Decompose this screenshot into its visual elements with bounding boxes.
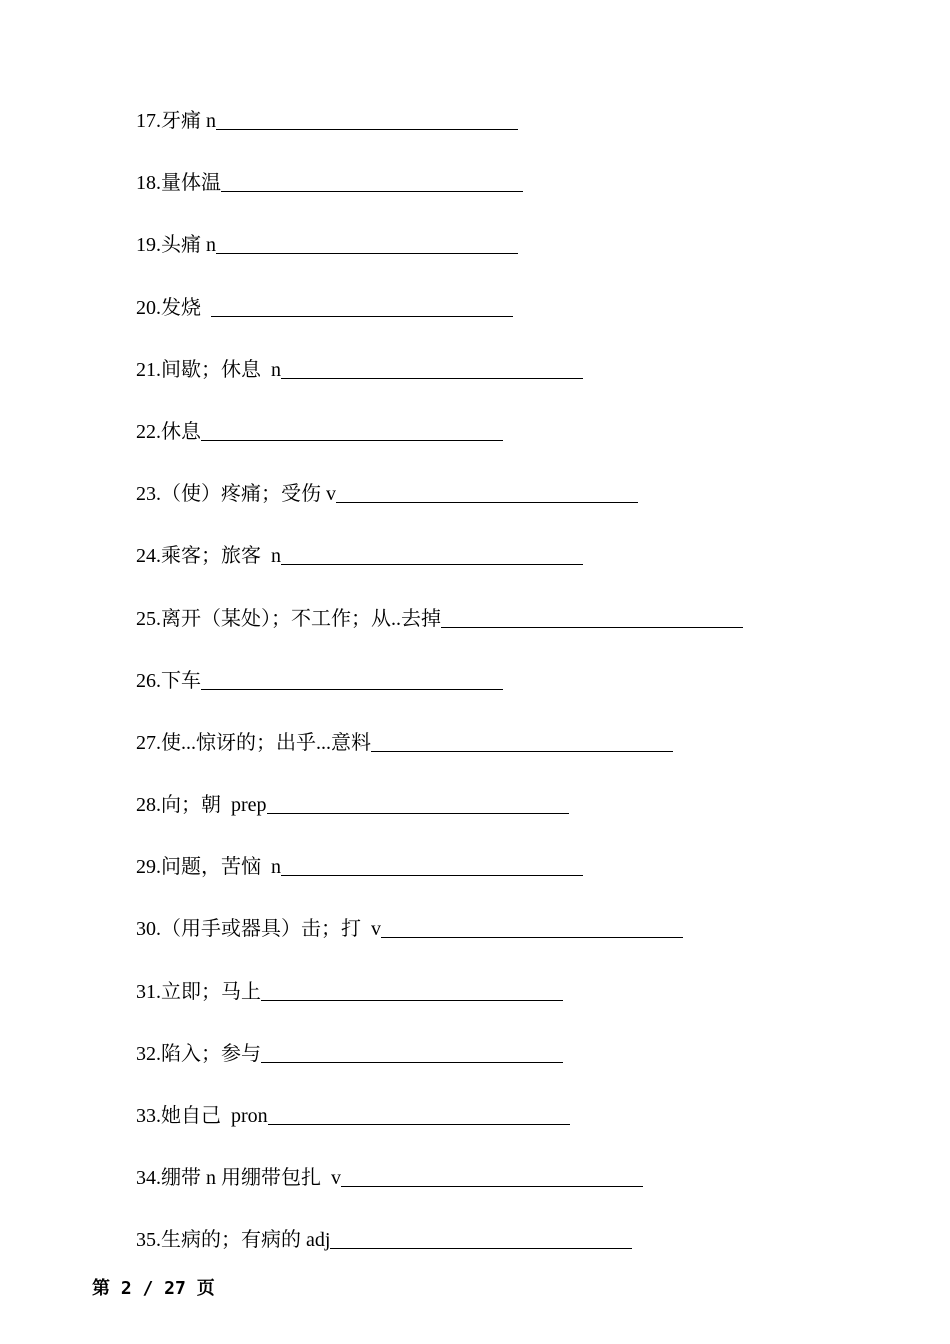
answer-blank[interactable]: [261, 976, 563, 1001]
vocabulary-list: [136, 105, 896, 1287]
list-item: [136, 603, 896, 665]
list-item: [136, 976, 896, 1038]
item-number: 33.: [136, 1105, 161, 1127]
item-number: 18.: [136, 172, 161, 195]
item-prompt: 使...惊讶的；出乎...意料: [161, 731, 371, 754]
answer-blank[interactable]: [330, 1224, 632, 1249]
answer-blank[interactable]: [441, 603, 743, 628]
list-item: [136, 1162, 896, 1224]
answer-blank[interactable]: [281, 354, 583, 379]
item-prompt: 量体温: [161, 172, 221, 195]
item-number: 32.: [136, 1042, 161, 1065]
list-item: [136, 1038, 896, 1100]
item-prompt: 发烧: [161, 296, 211, 319]
answer-blank[interactable]: [216, 229, 518, 254]
item-prompt: 牙痛 n: [161, 110, 216, 132]
item-number: 28.: [136, 794, 161, 817]
item-prompt: 下车: [161, 669, 201, 692]
item-number: 17.: [136, 110, 161, 132]
list-item: [136, 727, 896, 789]
item-number: 29.: [136, 856, 161, 879]
answer-blank[interactable]: [281, 540, 583, 565]
item-prompt: 离开（某处）；不工作；从..去掉: [161, 607, 441, 630]
list-item: [136, 665, 896, 727]
answer-blank[interactable]: [371, 727, 673, 752]
list-item: [136, 789, 896, 851]
item-number: 25.: [136, 607, 161, 630]
answer-blank[interactable]: [216, 105, 518, 130]
item-number: 26.: [136, 669, 161, 692]
list-item: [136, 167, 896, 229]
list-item: [136, 229, 896, 291]
list-item: [136, 105, 896, 167]
item-prompt: 问题，苦恼 n: [161, 856, 281, 879]
item-number: 30.: [136, 918, 161, 941]
answer-blank[interactable]: [267, 789, 569, 814]
list-item: [136, 1224, 896, 1286]
list-item: [136, 292, 896, 354]
item-prompt: 乘客；旅客 n: [161, 545, 281, 568]
item-number: 21.: [136, 358, 161, 381]
item-number: 27.: [136, 731, 161, 754]
list-item: [136, 540, 896, 602]
answer-blank[interactable]: [281, 851, 583, 876]
item-prompt: （用手或器具）击；打 v: [161, 918, 381, 941]
answer-blank[interactable]: [221, 167, 523, 192]
item-prompt: 生病的；有病的 adj: [161, 1229, 331, 1252]
list-item: [136, 478, 896, 540]
item-prompt: 头痛 n: [161, 234, 216, 257]
list-item: [136, 1100, 896, 1162]
answer-blank[interactable]: [381, 913, 683, 938]
page-number-footer: 第 2 / 27 页: [92, 1278, 215, 1299]
item-number: 23.: [136, 483, 161, 506]
item-number: 22.: [136, 420, 161, 443]
answer-blank[interactable]: [261, 1038, 563, 1063]
list-item: [136, 354, 896, 416]
item-number: 31.: [136, 980, 161, 1003]
answer-blank[interactable]: [201, 416, 503, 441]
item-prompt: 间歇；休息 n: [161, 358, 281, 381]
item-number: 20.: [136, 296, 161, 319]
item-prompt: 休息: [161, 420, 201, 443]
item-prompt: 她自己 pron: [161, 1105, 268, 1127]
item-prompt: 绷带 n 用绷带包扎 v: [161, 1167, 341, 1190]
item-number: 19.: [136, 234, 161, 257]
list-item: [136, 913, 896, 975]
item-number: 34.: [136, 1167, 161, 1190]
answer-blank[interactable]: [211, 292, 513, 317]
answer-blank[interactable]: [201, 665, 503, 690]
item-prompt: 立即；马上: [161, 980, 261, 1003]
answer-blank[interactable]: [268, 1100, 570, 1125]
item-number: 35.: [136, 1229, 161, 1252]
list-item: [136, 851, 896, 913]
answer-blank[interactable]: [341, 1162, 643, 1187]
item-prompt: 陷入；参与: [161, 1042, 261, 1065]
answer-blank[interactable]: [336, 478, 638, 503]
item-number: 24.: [136, 545, 161, 568]
list-item: [136, 416, 896, 478]
item-prompt: （使）疼痛；受伤 v: [161, 483, 336, 506]
item-prompt: 向；朝 prep: [161, 794, 267, 817]
